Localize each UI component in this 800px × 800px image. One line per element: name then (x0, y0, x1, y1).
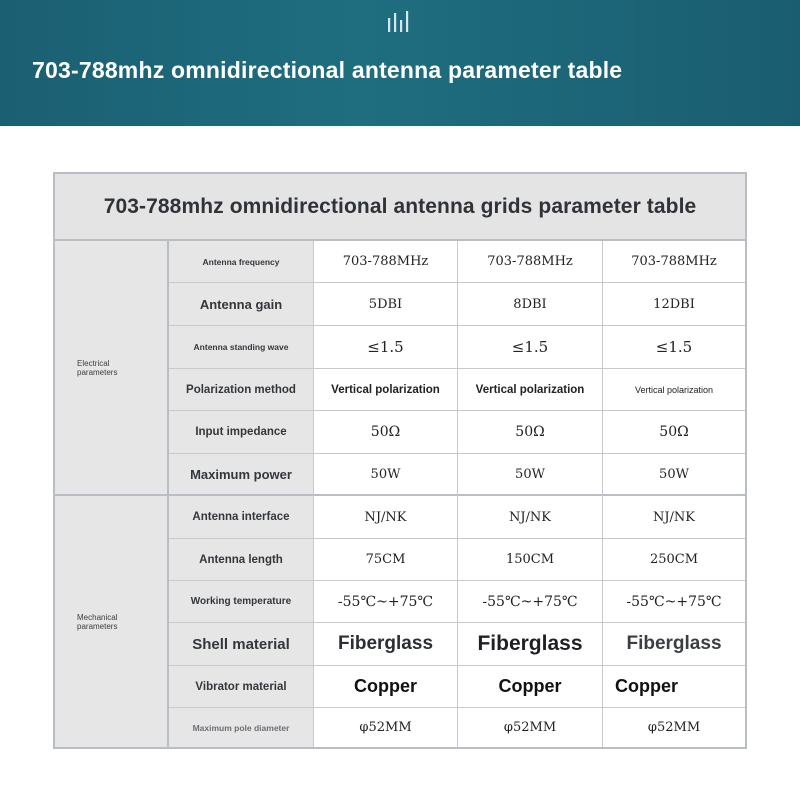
header-banner (0, 0, 800, 126)
table-cell: Fiberglass (458, 623, 603, 666)
row-label-antenna-gain: Antenna gain (169, 283, 314, 326)
table-cell: 150CM (458, 539, 603, 581)
group-electrical (55, 241, 169, 496)
table-cell: Copper (314, 666, 458, 708)
row-label-max-pole-diameter: Maximum pole diameter (169, 708, 314, 747)
table-title: 703-788mhz omnidirectional antenna grids parameter table (55, 174, 745, 241)
table-cell: Copper (603, 666, 745, 708)
table-cell: Fiberglass (314, 623, 458, 666)
table-cell: ≤1.5 (603, 326, 745, 369)
row-label-standing-wave: Antenna standing wave (169, 326, 314, 369)
row-label-maximum-power: Maximum power (169, 454, 314, 496)
table-cell: φ52MM (603, 708, 745, 747)
table-cell: -55℃~+75℃ (603, 581, 745, 623)
table-cell: 50Ω (458, 411, 603, 454)
table-cell: 8DBI (458, 283, 603, 326)
table-cell: 50W (458, 454, 603, 496)
table-grid (55, 241, 745, 747)
table-cell: 703-788MHz (314, 241, 458, 283)
table-cell: ≤1.5 (314, 326, 458, 369)
table-cell: ≤1.5 (458, 326, 603, 369)
table-cell: φ52MM (314, 708, 458, 747)
row-label-antenna-length: Antenna length (169, 539, 314, 581)
parameter-table (53, 172, 747, 749)
table-cell: -55℃~+75℃ (314, 581, 458, 623)
table-cell: 75CM (314, 539, 458, 581)
table-cell: NJ/NK (603, 496, 745, 539)
row-label-input-impedance: Input impedance (169, 411, 314, 454)
table-cell: Copper (458, 666, 603, 708)
table-cell: 703-788MHz (603, 241, 745, 283)
group-label: Electrical parameters (77, 358, 118, 377)
row-label-antenna-frequency: Antenna frequency (169, 241, 314, 283)
table-cell: 50W (603, 454, 745, 496)
table-cell: Fiberglass (603, 623, 745, 666)
table-cell: Vertical polarization (314, 369, 458, 411)
group-label: Mechanical parameters (77, 612, 118, 631)
row-label-vibrator-material: Vibrator material (169, 666, 314, 708)
table-cell: Vertical polarization (603, 369, 745, 411)
table-cell: Vertical polarization (458, 369, 603, 411)
bar-logo-icon (386, 10, 412, 34)
table-cell: 50Ω (603, 411, 745, 454)
page-title: 703-788mhz omnidirectional antenna parameter table (32, 57, 623, 83)
table-cell: 50Ω (314, 411, 458, 454)
table-cell: φ52MM (458, 708, 603, 747)
row-label-working-temperature: Working temperature (169, 581, 314, 623)
table-cell: -55℃~+75℃ (458, 581, 603, 623)
table-cell: 50W (314, 454, 458, 496)
table-cell: 703-788MHz (458, 241, 603, 283)
table-cell: 12DBI (603, 283, 745, 326)
table-cell: 250CM (603, 539, 745, 581)
table-cell: NJ/NK (458, 496, 603, 539)
row-label-antenna-interface: Antenna interface (169, 496, 314, 539)
row-label-shell-material: Shell material (169, 623, 314, 666)
table-cell: 5DBI (314, 283, 458, 326)
row-label-polarization: Polarization method (169, 369, 314, 411)
group-mechanical (55, 496, 169, 747)
table-cell: NJ/NK (314, 496, 458, 539)
